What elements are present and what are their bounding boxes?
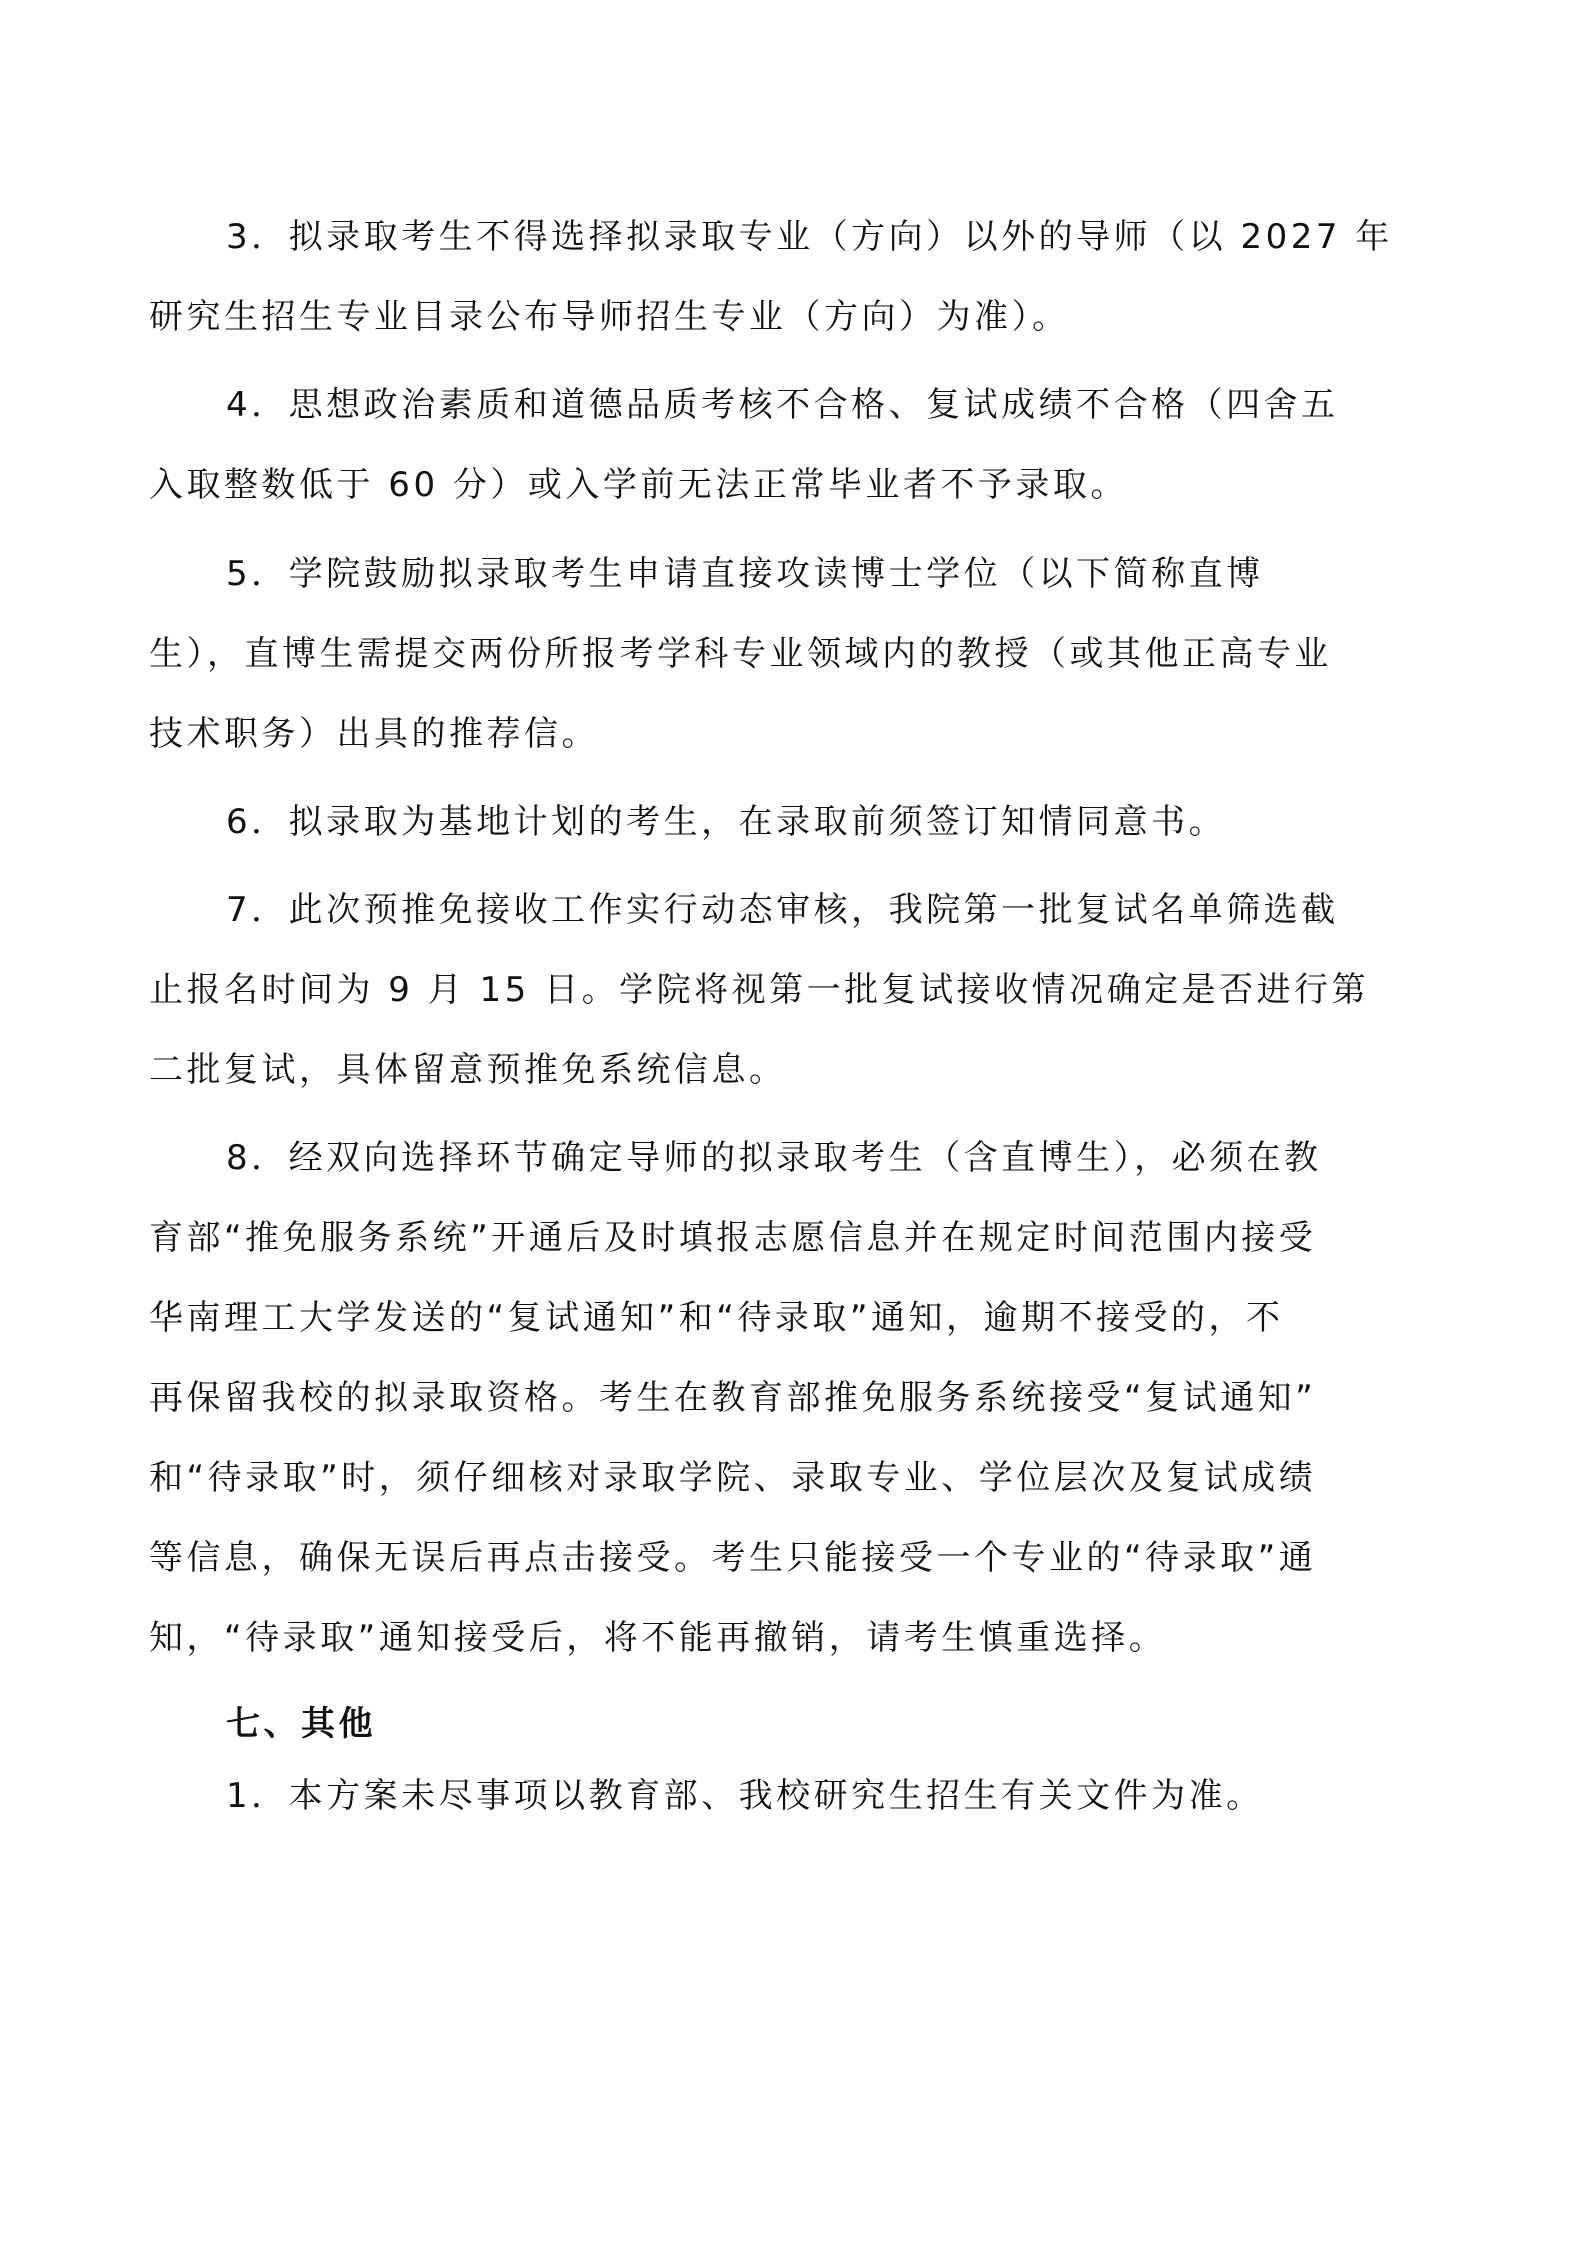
text-line: 和“待录取”时，须仔细核对录取学院、录取专业、学位层次及复试成绩	[149, 1458, 1317, 1498]
text-line: 止报名时间为 9 月 15 日。学院将视第一批复试接收情况确定是否进行第	[149, 970, 1370, 1010]
text-line: 6．拟录取为基地计划的考生，在录取前须签订知情同意书。	[226, 802, 1227, 842]
text-line: 知，“待录取”通知接受后，将不能再撤销，请考生慎重选择。	[149, 1618, 1167, 1658]
text-line: 生），直博生需提交两份所报考学科专业领域内的教授（或其他正高专业	[149, 634, 1332, 674]
text-line: 研究生招生专业目录公布导师招生专业（方向）为准）。	[149, 297, 1070, 337]
text-line: 华南理工大学发送的“复试通知”和“待录取”通知，逾期不接受的，不	[149, 1298, 1284, 1338]
text-line: 再保留我校的拟录取资格。考生在教育部推免服务系统接受“复试通知”	[149, 1378, 1317, 1418]
text-line: 7．此次预推免接收工作实行动态审核，我院第一批复试名单筛选截	[226, 890, 1339, 930]
text-line: 5．学院鼓励拟录取考生申请直接攻读博士学位（以下简称直博	[226, 554, 1264, 594]
section-heading: 七、其他	[226, 1704, 376, 1744]
text-line: 入取整数低于 60 分）或入学前无法正常毕业者不予录取。	[149, 465, 1128, 505]
text-line: 技术职务）出具的推荐信。	[149, 714, 599, 754]
text-line: 3．拟录取考生不得选择拟录取专业（方向）以外的导师（以 2027 年	[226, 217, 1393, 257]
text-line: 1．本方案未尽事项以教育部、我校研究生招生有关文件为准。	[226, 1776, 1264, 1816]
text-line: 8．经双向选择环节确定导师的拟录取考生（含直博生），必须在教	[226, 1138, 1322, 1178]
text-line: 育部“推免服务系统”开通后及时填报志愿信息并在规定时间范围内接受	[149, 1218, 1317, 1258]
text-line: 二批复试，具体留意预推免系统信息。	[149, 1050, 787, 1090]
text-line: 4．思想政治素质和道德品质考核不合格、复试成绩不合格（四舍五	[226, 385, 1339, 425]
text-line: 等信息，确保无误后再点击接受。考生只能接受一个专业的“待录取”通	[149, 1538, 1317, 1578]
